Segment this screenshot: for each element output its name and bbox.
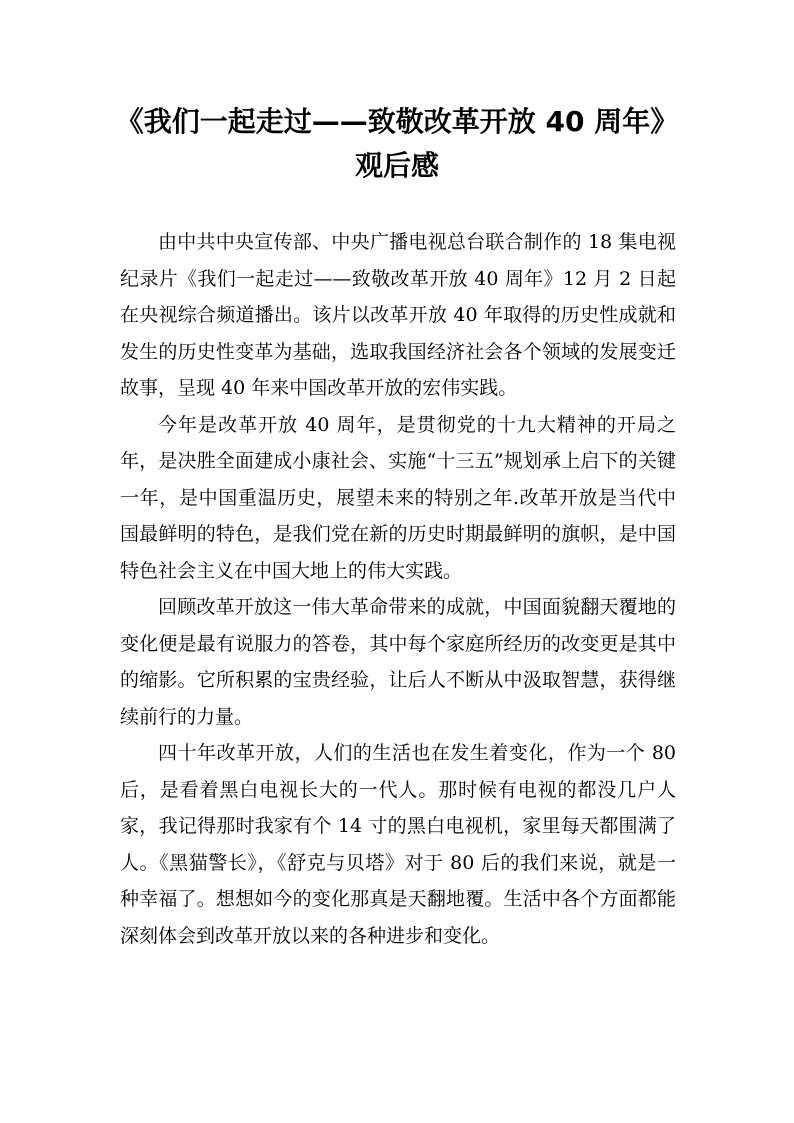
paragraph: 今年是改革开放 40 周年，是贯彻党的十九大精神的开局之年，是决胜全面建成小康社会、实施“十三五”规划承上启下的关键一年，是中国重温历史，展望未来的特别之年.改革开放是当代中国最鲜明的特色，是我们党在新的历史时期最鲜明的旗帜，是中国特色社会主义在中国大地上的伟大实践。: [120, 413, 676, 582]
paragraph: 回顾改革开放这一伟大革命带来的成就，中国面貌翻天覆地的变化便是最有说服力的答卷，其中每个家庭所经历的改变更是其中的缩影。它所积累的宝贵经验，让后人不断从中汲取智慧，获得继续前行的力量。: [120, 596, 676, 728]
document-body: [120, 224, 676, 954]
paragraph: 四十年改革开放，人们的生活也在发生着变化，作为一个 80 后，是看着黑白电视长大的一代人。那时候有电视的都没几户人家，我记得那时我家有个 14 寸的黑白电视机，家里每天都围满了人。《黑猫警长》，《舒克与贝塔》对于 80 后的我们来说，就是一种幸福了。想想如今的变化那真是天翻地覆。生活中各个方面都能深刻体会到改革开放以来的各种进步和变化。: [120, 742, 676, 947]
page-subtitle: 观后感: [354, 149, 439, 182]
paragraph: 由中共中央宣传部、中央广播电视总台联合制作的 18 集电视纪录片《我们一起走过——致敬改革开放 40 周年》12 月 2 日起在央视综合频道播出。该片以改革开放 40 年取得的历史性成就和发生的历史性变革为基础，选取我国经济社会各个领域的发展变迁故事，呈现 40 年来中国改革开放的宏伟实践。: [120, 231, 676, 399]
page-title: 《我们一起走过——致敬改革开放 40 周年》: [115, 105, 679, 138]
